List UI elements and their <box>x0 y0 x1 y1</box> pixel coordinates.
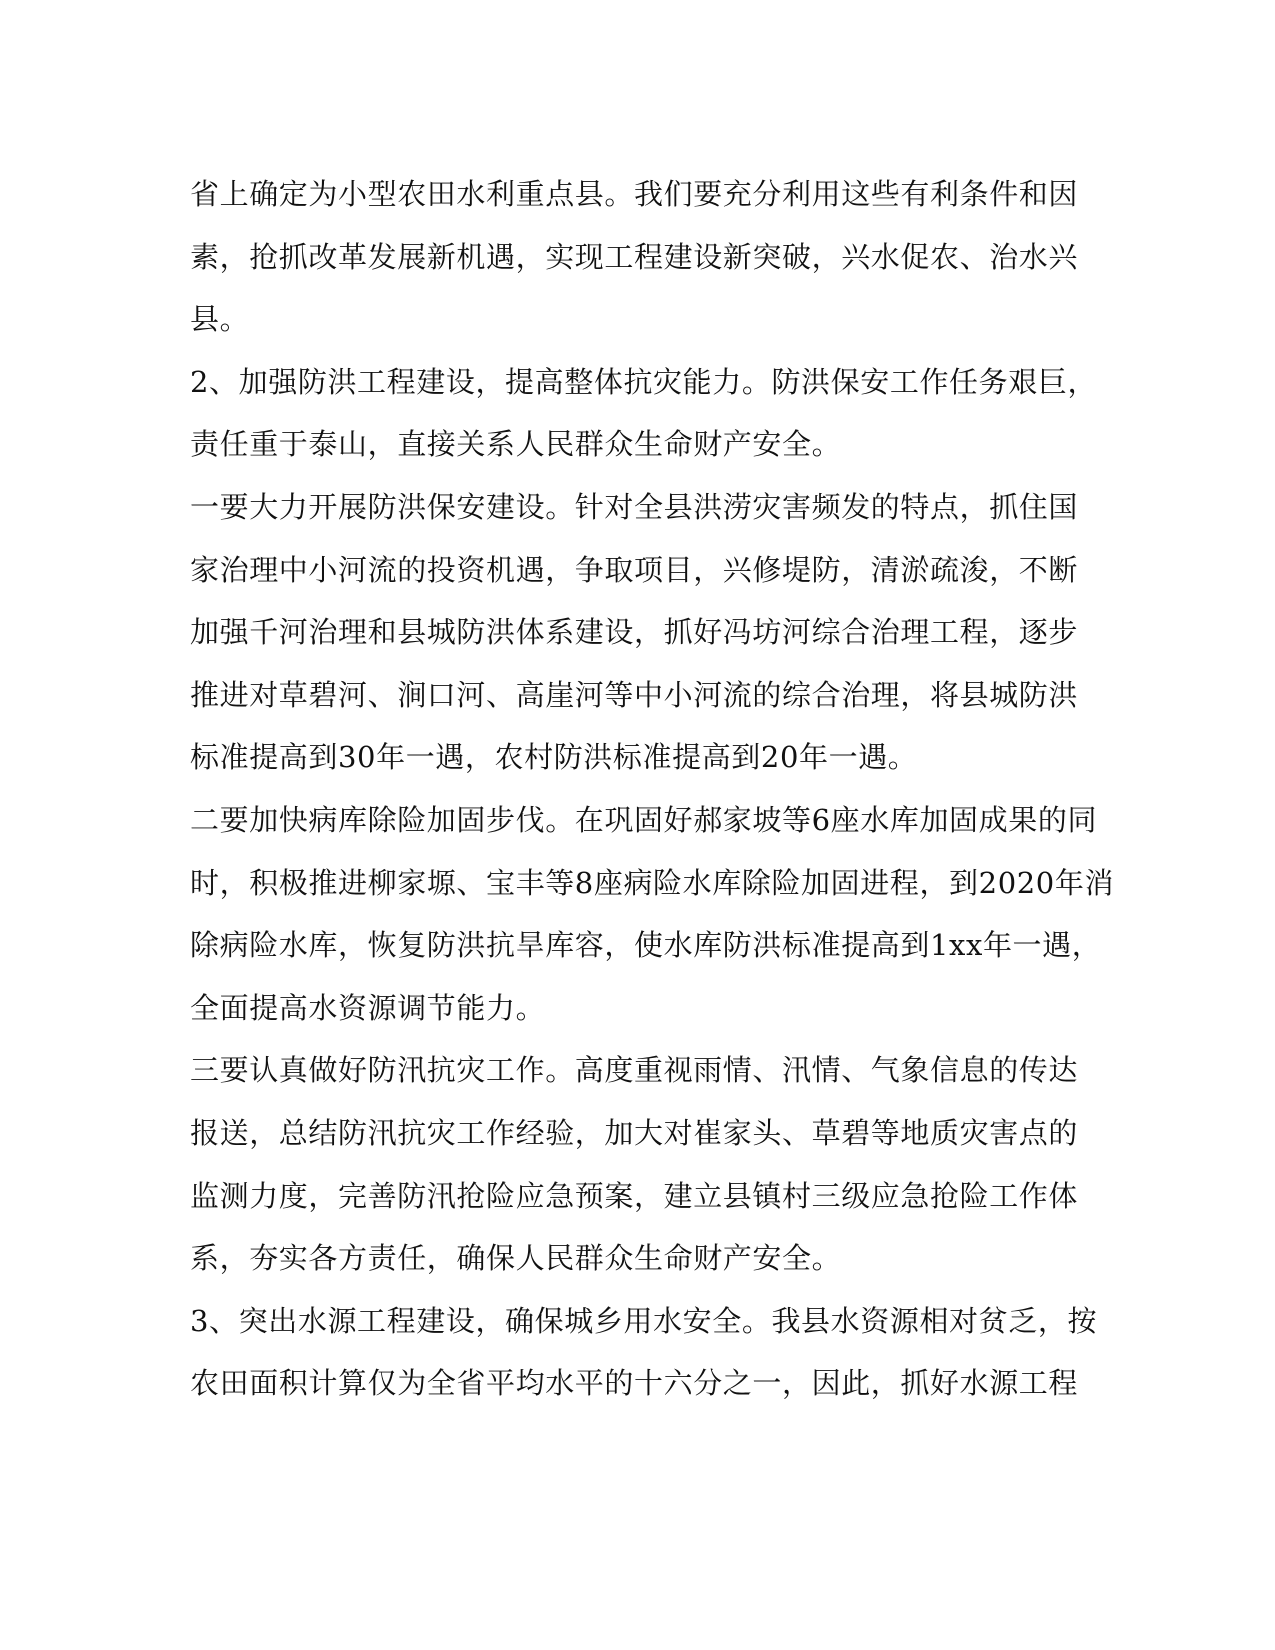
text-line: 监测力度，完善防汛抢险应急预案，建立县镇村三级应急抢险工作体 <box>190 1178 1079 1213</box>
text-line: 家治理中小河流的投资机遇，争取项目，兴修堤防，清淤疏浚，不断 <box>190 552 1079 587</box>
text-line: 时，积极推进柳家塬、宝丰等8座病险水库除险加固进程，到2020年消 <box>190 865 1115 900</box>
text-line: 除病险水库，恢复防洪抗旱库容，使水库防洪标准提高到1xx年一遇， <box>190 928 1102 963</box>
body-text <box>190 163 1115 1415</box>
text-line: 3、突出水源工程建设，确保城乡用水安全。我县水资源相对贫乏，按 <box>190 1303 1098 1338</box>
text-line: 标准提高到30年一遇，农村防洪标准提高到20年一遇。 <box>190 740 918 775</box>
text-line: 推进对草碧河、涧口河、高崖河等中小河流的综合治理，将县城防洪 <box>190 677 1079 712</box>
text-line: 系，夯实各方责任，确保人民群众生命财产安全。 <box>190 1241 842 1276</box>
text-line: 三要认真做好防汛抗灾工作。高度重视雨情、汛情、气象信息的传达 <box>190 1053 1079 1088</box>
text-line: 二要加快病库除险加固步伐。在巩固好郝家坡等6座水库加固成果的同 <box>190 802 1098 837</box>
text-line: 农田面积计算仅为全省平均水平的十六分之一，因此，抓好水源工程 <box>190 1366 1079 1401</box>
text-line: 责任重于泰山，直接关系人民群众生命财产安全。 <box>190 427 842 462</box>
text-line: 全面提高水资源调节能力。 <box>190 990 546 1025</box>
text-line: 一要大力开展防洪保安建设。针对全县洪涝灾害频发的特点，抓住国 <box>190 489 1079 524</box>
text-line: 省上确定为小型农田水利重点县。我们要充分利用这些有利条件和因 <box>190 177 1079 211</box>
text-line: 素，抢抓改革发展新机遇，实现工程建设新突破，兴水促农、治水兴 <box>190 239 1079 274</box>
text-line: 县。 <box>190 302 250 337</box>
text-line: 报送，总结防汛抗灾工作经验，加大对崔家头、草碧等地质灾害点的 <box>190 1115 1079 1150</box>
text-line: 加强千河治理和县城防洪体系建设，抓好冯坊河综合治理工程，逐步 <box>190 615 1079 650</box>
text-line: 2、加强防洪工程建设，提高整体抗灾能力。防洪保安工作任务艰巨， <box>190 364 1098 399</box>
